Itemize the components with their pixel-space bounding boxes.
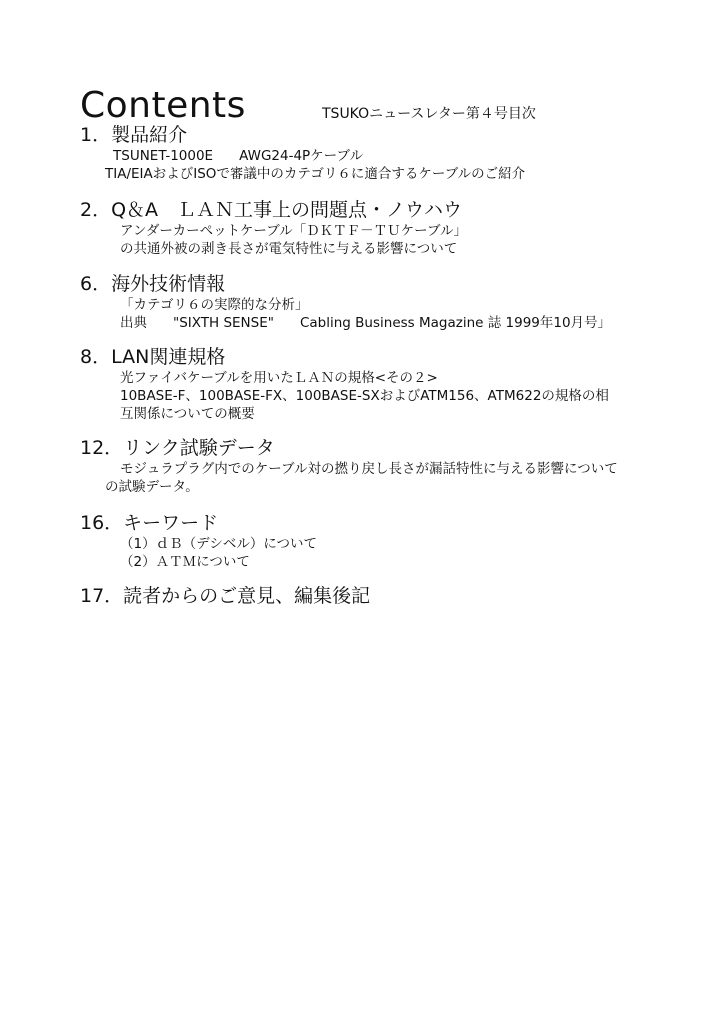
page-subtitle: TSUKOニュースレター第４号目次: [322, 106, 536, 122]
section-line: の共通外被の剥き長さが電気特性に与える影響について: [120, 241, 458, 257]
section-line: [80, 314, 680, 332]
section-product-intro: [80, 124, 680, 183]
section-heading: 6．海外技術情報: [80, 273, 226, 295]
section-line: [80, 147, 680, 165]
source-label: 出典: [120, 315, 147, 331]
section-overseas-tech: [80, 273, 680, 332]
section-qa: [80, 199, 680, 258]
product-spec: AWG24-4Pケーブル: [239, 148, 363, 164]
source-magazine: Cabling Business Magazine 誌 1999年10月号」: [299, 315, 612, 331]
page-title: Contents: [80, 85, 246, 126]
section-line: 10BASE-F、100BASE-FX、100BASE-SXおよびATM156、ATM622の規格の相: [120, 388, 609, 404]
section-line: （1）ｄＢ（デシベル）について: [120, 536, 318, 552]
section-reader-feedback: [80, 585, 680, 608]
section-line: （2）ＡＴＭについて: [120, 554, 250, 570]
section-line: モジュラプラグ内でのケーブル対の撚り戻し長さが漏話特性に与える影響について: [120, 461, 618, 477]
section-heading: 2．Q＆A ＬＡＮ工事上の問題点・ノウハウ: [80, 199, 463, 221]
section-heading: 12．リンク試験データ: [80, 437, 275, 459]
section-line: 互関係についての概要: [120, 406, 255, 422]
section-heading: 1．製品紹介: [80, 124, 188, 146]
section-lan-standards: [80, 346, 680, 423]
section-keywords: [80, 512, 680, 571]
section-line: 光ファイバケーブルを用いたＬＡＮの規格<その２>: [120, 370, 438, 386]
section-heading: 8．LAN関連規格: [80, 346, 226, 368]
section-link-test: [80, 437, 680, 496]
section-line: TIA/EIAおよびISOで審議中のカテゴリ６に適合するケーブルのご紹介: [105, 166, 526, 182]
section-line: 「カテゴリ６の実際的な分析」: [120, 297, 309, 313]
section-line: の試験データ。: [105, 479, 199, 495]
product-name: TSUNET-1000E: [113, 148, 214, 164]
section-heading: 17．読者からのご意見、編集後記: [80, 585, 371, 607]
source-article: "SIXTH SENSE": [173, 315, 274, 331]
section-heading: 16．キーワード: [80, 512, 219, 534]
section-line: アンダーカーペットケーブル「ＤＫＴＦ－ＴＵケーブル」: [120, 223, 467, 239]
